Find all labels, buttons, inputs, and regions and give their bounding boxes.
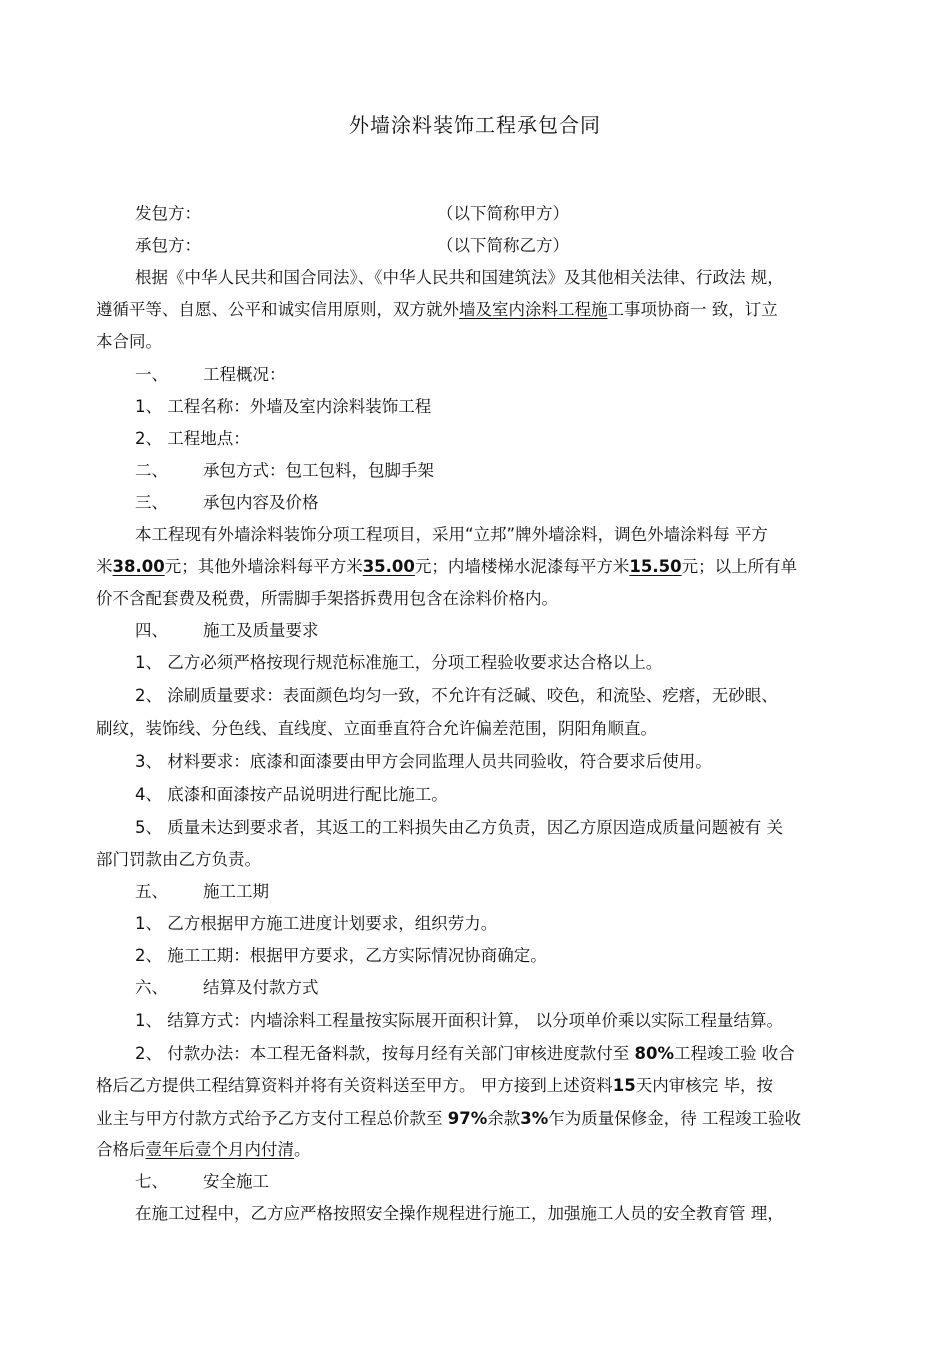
section-1-heading (135, 364, 286, 386)
employer-label: 发包方： (135, 204, 201, 223)
s6-item-2-line-4 (96, 1139, 311, 1161)
section-title: 施工及质量要求 (203, 621, 319, 640)
s5-item-1: 1、 乙方根据甲方施工进度计划要求，组织劳力。 (135, 914, 498, 933)
s4-item-5-cont: 部门罚款由乙方负责。 (96, 850, 261, 869)
document-title: 外墙涂料装饰工程承包合同 (349, 113, 601, 137)
s3-para-3: 价不含配套费及税费，所需脚手架搭拆费用包含在涂料价格内。 (96, 589, 558, 608)
section-title: 工程概况： (203, 365, 286, 384)
section-number: 一、 (135, 365, 168, 384)
s3-para-2 (96, 556, 797, 578)
intro-line-1: 根据《中华人民共和国合同法》、《中华人民共和国建筑法》及其他相关法律、行政法 规， (135, 268, 784, 287)
section-number: 五、 (135, 882, 168, 901)
s3-para-1: 本工程现有外墙涂料装饰分项工程项目，采用“立邦”牌外墙涂料，调色外墙涂料每 平方 (135, 525, 768, 544)
intro-text: 工事项协商一 致，订立 (607, 300, 778, 319)
s4-item-1: 1、 乙方必须严格按现行规范标准施工，分项工程验收要求达合格以上。 (135, 653, 663, 672)
payment-text: 工程竣工验 收合 (674, 1044, 795, 1063)
intro-text: 遵循平等、自愿、公平和诚实信用原则，双方就外 (96, 300, 459, 319)
s4-item-3: 3、 材料要求：底漆和面漆要由甲方会同监理人员共同验收，符合要求后使用。 (135, 752, 712, 771)
s6-item-2-line-2 (96, 1075, 773, 1097)
section-title: 施工工期 (203, 882, 269, 901)
s4-item-5: 5、 质量未达到要求者，其返工的工料损失由乙方负责，因乙方原因造成质量问题被有 关 (135, 818, 783, 837)
intro-line-3: 本合同。 (96, 332, 162, 351)
section-number: 七、 (135, 1172, 168, 1191)
section-7-heading (135, 1171, 269, 1193)
payment-percent: 80% (634, 1044, 674, 1063)
s1-item-2: 2、 工程地点： (135, 429, 250, 448)
s6-item-1: 1、 结算方式：内墙涂料工程量按实际展开面积计算， 以分项单价乘以实际工程量结算。 (135, 1011, 783, 1030)
review-days: 15 (612, 1076, 636, 1095)
employer-suffix: （以下简称甲方） (437, 204, 569, 223)
payment-text: 格后乙方提供工程结算资料并将有关资料送至甲方。 甲方接到上述资料 (96, 1076, 613, 1095)
section-title: 安全施工 (203, 1172, 269, 1191)
section-6-heading (135, 977, 319, 999)
section-5-heading (135, 881, 269, 903)
payment-deadline: 壹年后壹个月内付清 (145, 1140, 294, 1159)
contractor-suffix: （以下简称乙方） (437, 236, 569, 255)
intro-line-2 (96, 299, 778, 321)
section-title: 承包内容及价格 (203, 493, 319, 512)
price-text: 元；内墙楼梯水泥漆每平方米 (414, 557, 630, 576)
s6-item-2-line-3 (96, 1108, 801, 1130)
price-text: 元；其他外墙涂料每平方米 (164, 557, 363, 576)
payment-text: 2、 付款办法：本工程无备料款，按每月经有关部门审核进度款付至 (135, 1044, 635, 1063)
section-4-heading (135, 620, 319, 642)
price-value: 35.00 (362, 557, 415, 576)
s7-para-1: 在施工过程中，乙方应严格按照安全操作规程进行施工，加强施工人员的安全教育管 理， (135, 1204, 784, 1223)
s4-item-2-cont: 刷纹，装饰线、分色线、直线度、立面垂直符合允许偏差范围，阴阳角顺直。 (96, 719, 657, 738)
section-title: 结算及付款方式 (203, 978, 319, 997)
payment-text: 天内审核完 毕，按 (635, 1076, 773, 1095)
section-number: 三、 (135, 493, 168, 512)
s4-item-4: 4、 底漆和面漆按产品说明进行配比施工。 (135, 785, 448, 804)
price-text: 米 (96, 557, 113, 576)
section-number: 二、 (135, 461, 168, 480)
retention-percent: 3% (520, 1109, 549, 1128)
payment-text: 乍为质量保修金，待 工程竣工验收 (548, 1109, 802, 1128)
contractor-label: 承包方： (135, 236, 201, 255)
intro-underlined: 墙及室内涂料工程施 (459, 300, 608, 319)
payment-text: 。 (294, 1140, 311, 1159)
payment-text: 余款 (487, 1109, 521, 1128)
s4-item-2: 2、 涂刷质量要求：表面颜色均匀一致，不允许有泛碱、咬色，和流坠、疙瘩，无砂眼、 (135, 686, 778, 705)
payment-text: 业主与甲方付款方式给予乙方支付工程总价款至 (96, 1109, 448, 1128)
section-title: 承包方式：包工包料，包脚手架 (203, 461, 434, 480)
price-text: 元；以上所有单 (681, 557, 798, 576)
payment-text: 合格后 (96, 1140, 146, 1159)
price-value: 15.50 (629, 557, 682, 576)
section-3-heading (135, 492, 319, 514)
price-value: 38.00 (112, 557, 165, 576)
section-2-heading (135, 460, 434, 482)
payment-percent: 97% (447, 1109, 488, 1128)
s5-item-2: 2、 施工工期：根据甲方要求，乙方实际情况协商确定。 (135, 946, 547, 965)
section-number: 四、 (135, 621, 168, 640)
section-number: 六、 (135, 978, 168, 997)
s1-item-1: 1、 工程名称：外墙及室内涂料装饰工程 (135, 397, 432, 416)
s6-item-2 (135, 1043, 795, 1065)
